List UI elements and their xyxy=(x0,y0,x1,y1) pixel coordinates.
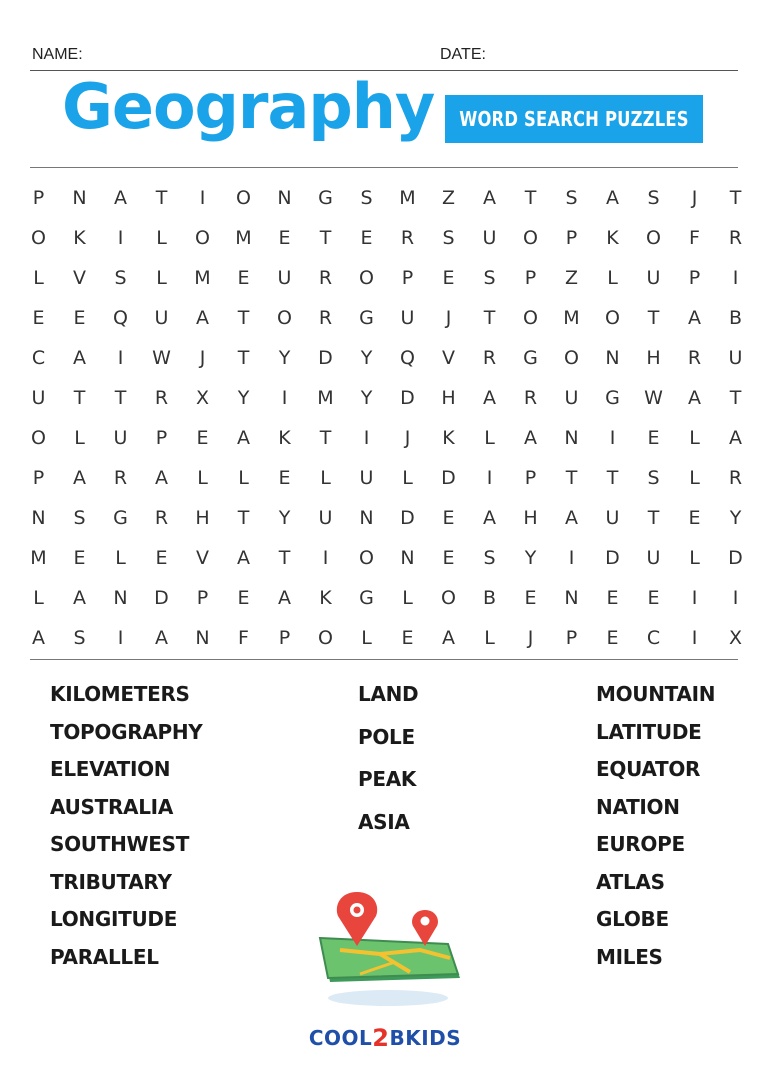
grid-letter[interactable]: E xyxy=(155,547,168,569)
grid-letter[interactable]: A xyxy=(155,467,168,489)
grid-letter[interactable]: A xyxy=(73,347,86,369)
grid-row xyxy=(18,418,756,458)
grid-letter[interactable]: P xyxy=(155,427,168,449)
grid-letter[interactable]: X xyxy=(728,627,743,649)
grid-letter[interactable]: B xyxy=(482,587,497,609)
grid-letter[interactable]: R xyxy=(318,267,333,289)
grid-letter[interactable]: L xyxy=(484,427,495,449)
grid-letter[interactable]: S xyxy=(483,547,496,569)
grid-letter[interactable]: U xyxy=(564,387,579,409)
grid-letter[interactable]: P xyxy=(565,627,578,649)
grid-letter[interactable]: M xyxy=(194,267,211,289)
grid-letter[interactable]: O xyxy=(31,427,46,449)
grid-letter[interactable]: E xyxy=(278,227,291,249)
grid-letter[interactable]: U xyxy=(318,507,333,529)
grid-letter[interactable]: A xyxy=(688,387,701,409)
name-label: NAME: xyxy=(32,46,83,63)
grid-letter[interactable]: E xyxy=(401,627,414,649)
grid-letter[interactable]: A xyxy=(729,427,742,449)
grid-letter[interactable]: U xyxy=(277,267,292,289)
grid-letter[interactable]: P xyxy=(565,227,578,249)
grid-letter[interactable]: X xyxy=(195,387,210,409)
grid-letter[interactable]: O xyxy=(646,227,661,249)
grid-letter[interactable]: S xyxy=(483,267,496,289)
grid-letter[interactable]: L xyxy=(484,627,495,649)
date-label: DATE: xyxy=(440,46,486,63)
grid-letter[interactable]: R xyxy=(728,227,743,249)
grid-letter[interactable]: A xyxy=(606,187,619,209)
word-list-item: PEAK xyxy=(358,767,417,791)
word-list-item: LATITUDE xyxy=(596,719,702,744)
grid-letter[interactable]: A xyxy=(483,387,496,409)
grid-letter[interactable]: S xyxy=(442,227,455,249)
grid-letter[interactable]: E xyxy=(688,507,701,529)
grid-letter[interactable]: L xyxy=(33,587,44,609)
grid-letter[interactable]: S xyxy=(647,467,660,489)
letter-grid xyxy=(18,178,756,658)
grid-row xyxy=(18,338,756,378)
grid-letter[interactable]: R xyxy=(687,347,702,369)
grid-letter[interactable]: T xyxy=(729,187,742,209)
grid-letter[interactable]: D xyxy=(728,547,743,569)
map-illustration xyxy=(300,890,470,1010)
grid-letter[interactable]: L xyxy=(689,547,700,569)
grid-letter[interactable]: K xyxy=(278,427,291,449)
grid-letter[interactable]: S xyxy=(114,267,127,289)
grid-letter[interactable]: R xyxy=(400,227,415,249)
grid-letter[interactable]: O xyxy=(441,587,456,609)
grid-letter[interactable]: T xyxy=(237,347,250,369)
grid-letter[interactable]: S xyxy=(360,187,373,209)
grid-letter[interactable]: O xyxy=(605,307,620,329)
grid-letter[interactable]: I xyxy=(281,387,288,409)
grid-letter[interactable]: R xyxy=(154,507,169,529)
grid-letter[interactable]: K xyxy=(442,427,455,449)
grid-letter[interactable]: O xyxy=(564,347,579,369)
word-list-item: LAND xyxy=(358,682,419,706)
grid-letter[interactable]: Y xyxy=(237,387,250,409)
grid-letter[interactable]: E xyxy=(647,587,660,609)
grid-letter[interactable]: E xyxy=(442,547,455,569)
grid-letter[interactable]: L xyxy=(607,267,618,289)
grid-letter[interactable]: T xyxy=(647,307,660,329)
grid-letter[interactable]: I xyxy=(117,347,124,369)
grid-letter[interactable]: V xyxy=(196,547,209,569)
grid-letter[interactable]: I xyxy=(568,547,575,569)
grid-letter[interactable]: Y xyxy=(360,387,373,409)
grid-letter[interactable]: E xyxy=(73,547,86,569)
header-row xyxy=(30,46,738,71)
grid-letter[interactable]: D xyxy=(605,547,620,569)
grid-letter[interactable]: T xyxy=(237,307,250,329)
grid-letter[interactable]: M xyxy=(30,547,47,569)
grid-letter[interactable]: P xyxy=(32,187,45,209)
grid-letter[interactable]: P xyxy=(688,267,701,289)
grid-letter[interactable]: F xyxy=(238,627,249,649)
grid-letter[interactable]: T xyxy=(114,387,127,409)
word-list-right xyxy=(596,682,715,982)
grid-row xyxy=(18,618,756,658)
word-list-middle xyxy=(358,682,418,852)
grid-letter[interactable]: E xyxy=(278,467,291,489)
grid-letter[interactable]: S xyxy=(73,627,86,649)
grid-letter[interactable]: A xyxy=(524,427,537,449)
grid-letter[interactable]: R xyxy=(113,467,128,489)
logo-part-1: COOL xyxy=(308,1026,373,1050)
grid-letter[interactable]: I xyxy=(322,547,329,569)
grid-letter[interactable]: R xyxy=(523,387,538,409)
grid-letter[interactable]: S xyxy=(73,507,86,529)
grid-letter[interactable]: L xyxy=(115,547,126,569)
grid-letter[interactable]: F xyxy=(689,227,700,249)
grid-letter[interactable]: Y xyxy=(524,547,537,569)
grid-letter[interactable]: G xyxy=(318,187,333,209)
grid-letter[interactable]: U xyxy=(154,307,169,329)
grid-letter[interactable]: Z xyxy=(564,267,579,289)
grid-letter[interactable]: A xyxy=(442,627,455,649)
grid-letter[interactable]: L xyxy=(689,427,700,449)
grid-letter[interactable]: L xyxy=(402,467,413,489)
grid-letter[interactable]: E xyxy=(524,587,537,609)
word-list-item: ASIA xyxy=(358,809,410,834)
grid-letter[interactable]: O xyxy=(359,267,374,289)
grid-letter[interactable]: H xyxy=(523,507,538,529)
grid-letter[interactable]: D xyxy=(441,467,456,489)
grid-letter[interactable]: O xyxy=(318,627,333,649)
grid-letter[interactable]: E xyxy=(606,627,619,649)
grid-letter[interactable]: J xyxy=(527,627,534,649)
grid-letter[interactable]: O xyxy=(195,227,210,249)
grid-letter[interactable]: E xyxy=(237,267,250,289)
grid-letter[interactable]: O xyxy=(523,227,538,249)
subtitle-text: WORD SEARCH PUZZLES xyxy=(459,107,689,131)
grid-letter[interactable]: L xyxy=(74,427,85,449)
grid-letter[interactable]: P xyxy=(32,467,45,489)
grid-letter[interactable]: T xyxy=(237,507,250,529)
grid-letter[interactable]: Y xyxy=(729,507,742,529)
grid-letter[interactable]: C xyxy=(31,347,46,369)
grid-letter[interactable]: A xyxy=(237,547,250,569)
grid-row xyxy=(18,378,756,418)
grid-letter[interactable]: P xyxy=(278,627,291,649)
grid-row xyxy=(18,298,756,338)
grid-row xyxy=(18,498,756,538)
grid-letter[interactable]: D xyxy=(400,387,415,409)
grid-letter[interactable]: N xyxy=(113,587,128,609)
word-list-item: POLE xyxy=(358,724,415,749)
grid-letter[interactable]: S xyxy=(565,187,578,209)
grid-letter[interactable]: G xyxy=(113,507,128,529)
grid-letter[interactable]: I xyxy=(117,227,124,249)
grid-letter[interactable]: I xyxy=(486,467,493,489)
grid-letter[interactable]: L xyxy=(156,267,167,289)
grid-letter[interactable]: Y xyxy=(278,507,291,529)
grid-letter[interactable]: T xyxy=(319,227,332,249)
grid-letter[interactable]: H xyxy=(441,387,456,409)
grid-letter[interactable]: M xyxy=(399,187,416,209)
grid-letter[interactable]: E xyxy=(32,307,45,329)
grid-letter[interactable]: N xyxy=(359,507,374,529)
grid-letter[interactable]: L xyxy=(361,627,372,649)
grid-letter[interactable]: M xyxy=(563,307,580,329)
grid-letter[interactable]: U xyxy=(605,507,620,529)
grid-letter[interactable]: I xyxy=(609,427,616,449)
grid-letter[interactable]: L xyxy=(402,587,413,609)
grid-letter[interactable]: L xyxy=(238,467,249,489)
grid-letter[interactable]: N xyxy=(72,187,87,209)
grid-letter[interactable]: S xyxy=(647,187,660,209)
word-list-item: ELEVATION xyxy=(50,757,171,781)
grid-letter[interactable]: E xyxy=(442,507,455,529)
grid-letter[interactable]: I xyxy=(117,627,124,649)
grid-letter[interactable]: A xyxy=(278,587,291,609)
grid-letter[interactable]: V xyxy=(442,347,455,369)
logo-part-2: 2 xyxy=(372,1024,390,1052)
grid-letter[interactable]: T xyxy=(155,187,168,209)
grid-letter[interactable]: L xyxy=(689,467,700,489)
grid-letter[interactable]: A xyxy=(196,307,209,329)
grid-letter[interactable]: A xyxy=(237,427,250,449)
grid-letter[interactable]: R xyxy=(728,467,743,489)
grid-letter[interactable]: A xyxy=(155,627,168,649)
grid-row xyxy=(18,578,756,618)
grid-letter[interactable]: E xyxy=(360,227,373,249)
word-list-item: NATION xyxy=(596,794,680,819)
grid-letter[interactable]: H xyxy=(646,347,661,369)
word-list-item: TRIBUTARY xyxy=(50,869,172,894)
page-title: Geography xyxy=(62,70,435,143)
word-list-item: MOUNTAIN xyxy=(596,682,716,706)
grid-letter[interactable]: R xyxy=(154,387,169,409)
grid-letter[interactable]: L xyxy=(33,267,44,289)
word-list-item: EQUATOR xyxy=(596,757,701,781)
word-list-left xyxy=(50,682,202,982)
grid-letter[interactable]: E xyxy=(647,427,660,449)
grid-letter[interactable]: A xyxy=(32,627,45,649)
grid-row xyxy=(18,538,756,578)
grid-letter[interactable]: J xyxy=(199,347,206,369)
grid-letter[interactable]: I xyxy=(363,427,370,449)
grid-letter[interactable]: I xyxy=(732,587,739,609)
grid-letter[interactable]: A xyxy=(73,587,86,609)
divider-bottom xyxy=(30,659,738,660)
grid-letter[interactable]: N xyxy=(564,587,579,609)
grid-letter[interactable]: N xyxy=(31,507,46,529)
grid-letter[interactable]: U xyxy=(728,347,743,369)
grid-letter[interactable]: R xyxy=(318,307,333,329)
grid-letter[interactable]: H xyxy=(195,507,210,529)
grid-letter[interactable]: I xyxy=(199,187,206,209)
logo-part-3: BKIDS xyxy=(389,1026,462,1050)
grid-letter[interactable]: U xyxy=(113,427,128,449)
grid-letter[interactable]: T xyxy=(524,187,537,209)
grid-letter[interactable]: A xyxy=(565,507,578,529)
grid-letter[interactable]: T xyxy=(73,387,86,409)
grid-letter[interactable]: K xyxy=(606,227,619,249)
grid-letter[interactable]: Q xyxy=(400,347,415,369)
grid-letter[interactable]: O xyxy=(359,547,374,569)
grid-letter[interactable]: E xyxy=(196,427,209,449)
grid-letter[interactable]: A xyxy=(114,187,127,209)
word-list-item: EUROPE xyxy=(596,832,685,856)
grid-letter[interactable]: J xyxy=(691,187,698,209)
map-pin-icon xyxy=(300,890,470,1010)
grid-row xyxy=(18,258,756,298)
grid-letter[interactable]: M xyxy=(317,387,334,409)
grid-letter[interactable]: Z xyxy=(441,187,456,209)
grid-letter[interactable]: Y xyxy=(360,347,373,369)
grid-letter[interactable]: I xyxy=(691,627,698,649)
grid-letter[interactable]: E xyxy=(606,587,619,609)
divider-top xyxy=(30,167,738,168)
grid-letter[interactable]: N xyxy=(277,187,292,209)
grid-letter[interactable]: G xyxy=(359,307,374,329)
grid-letter[interactable]: I xyxy=(732,267,739,289)
grid-letter[interactable]: N xyxy=(564,427,579,449)
grid-letter[interactable]: T xyxy=(647,507,660,529)
grid-letter[interactable]: B xyxy=(728,307,743,329)
word-list-item: TOPOGRAPHY xyxy=(50,719,203,744)
grid-letter[interactable]: T xyxy=(319,427,332,449)
grid-row xyxy=(18,178,756,218)
grid-letter[interactable]: G xyxy=(605,387,620,409)
grid-letter[interactable]: U xyxy=(31,387,46,409)
grid-letter[interactable]: R xyxy=(482,347,497,369)
grid-letter[interactable]: J xyxy=(445,307,452,329)
grid-letter[interactable]: T xyxy=(278,547,291,569)
grid-row xyxy=(18,458,756,498)
grid-letter[interactable]: I xyxy=(691,587,698,609)
grid-letter[interactable]: N xyxy=(605,347,620,369)
grid-letter[interactable]: T xyxy=(729,387,742,409)
word-list-item: LONGITUDE xyxy=(50,907,178,931)
grid-letter[interactable]: P xyxy=(524,267,537,289)
word-list-item: SOUTHWEST xyxy=(50,832,190,856)
grid-row xyxy=(18,218,756,258)
word-list-item: KILOMETERS xyxy=(50,682,190,706)
grid-letter[interactable]: O xyxy=(523,307,538,329)
grid-letter[interactable]: T xyxy=(565,467,578,489)
word-list-item: MILES xyxy=(596,944,663,969)
word-list-item: PARALLEL xyxy=(50,944,159,969)
grid-letter[interactable]: P xyxy=(196,587,209,609)
grid-letter[interactable]: A xyxy=(483,187,496,209)
grid-letter[interactable]: E xyxy=(237,587,250,609)
grid-letter[interactable]: D xyxy=(400,507,415,529)
grid-letter[interactable]: T xyxy=(606,467,619,489)
grid-letter[interactable]: G xyxy=(523,347,538,369)
grid-letter[interactable]: N xyxy=(400,547,415,569)
grid-letter[interactable]: E xyxy=(73,307,86,329)
grid-letter[interactable]: L xyxy=(197,467,208,489)
grid-letter[interactable]: U xyxy=(646,267,661,289)
grid-letter[interactable]: A xyxy=(73,467,86,489)
grid-letter[interactable]: P xyxy=(401,267,414,289)
grid-letter[interactable]: O xyxy=(236,187,251,209)
grid-letter[interactable]: G xyxy=(359,587,374,609)
grid-letter[interactable]: T xyxy=(483,307,496,329)
grid-letter[interactable]: J xyxy=(404,427,411,449)
grid-letter[interactable]: L xyxy=(156,227,167,249)
subtitle-banner xyxy=(445,95,703,143)
grid-letter[interactable]: E xyxy=(442,267,455,289)
grid-letter[interactable]: M xyxy=(235,227,252,249)
grid-letter[interactable]: K xyxy=(319,587,332,609)
grid-letter[interactable]: O xyxy=(277,307,292,329)
grid-letter[interactable]: Q xyxy=(113,307,128,329)
grid-letter[interactable]: A xyxy=(483,507,496,529)
grid-letter[interactable]: U xyxy=(482,227,497,249)
grid-letter[interactable]: V xyxy=(73,267,86,289)
grid-letter[interactable]: W xyxy=(152,347,171,369)
grid-letter[interactable]: C xyxy=(646,627,661,649)
grid-letter[interactable]: N xyxy=(195,627,210,649)
grid-letter[interactable]: Y xyxy=(278,347,291,369)
grid-letter[interactable]: D xyxy=(318,347,333,369)
grid-letter[interactable]: O xyxy=(31,227,46,249)
word-list-item: GLOBE xyxy=(596,907,669,931)
grid-letter[interactable]: A xyxy=(688,307,701,329)
word-list-item: ATLAS xyxy=(596,869,665,894)
grid-letter[interactable]: D xyxy=(154,587,169,609)
word-list-item: AUSTRALIA xyxy=(50,794,173,819)
grid-letter[interactable]: U xyxy=(359,467,374,489)
grid-letter[interactable]: P xyxy=(524,467,537,489)
grid-letter[interactable]: L xyxy=(320,467,331,489)
grid-letter[interactable]: W xyxy=(644,387,663,409)
grid-letter[interactable]: U xyxy=(646,547,661,569)
grid-letter[interactable]: U xyxy=(400,307,415,329)
brand-logo xyxy=(305,1018,465,1058)
grid-letter[interactable]: K xyxy=(73,227,86,249)
